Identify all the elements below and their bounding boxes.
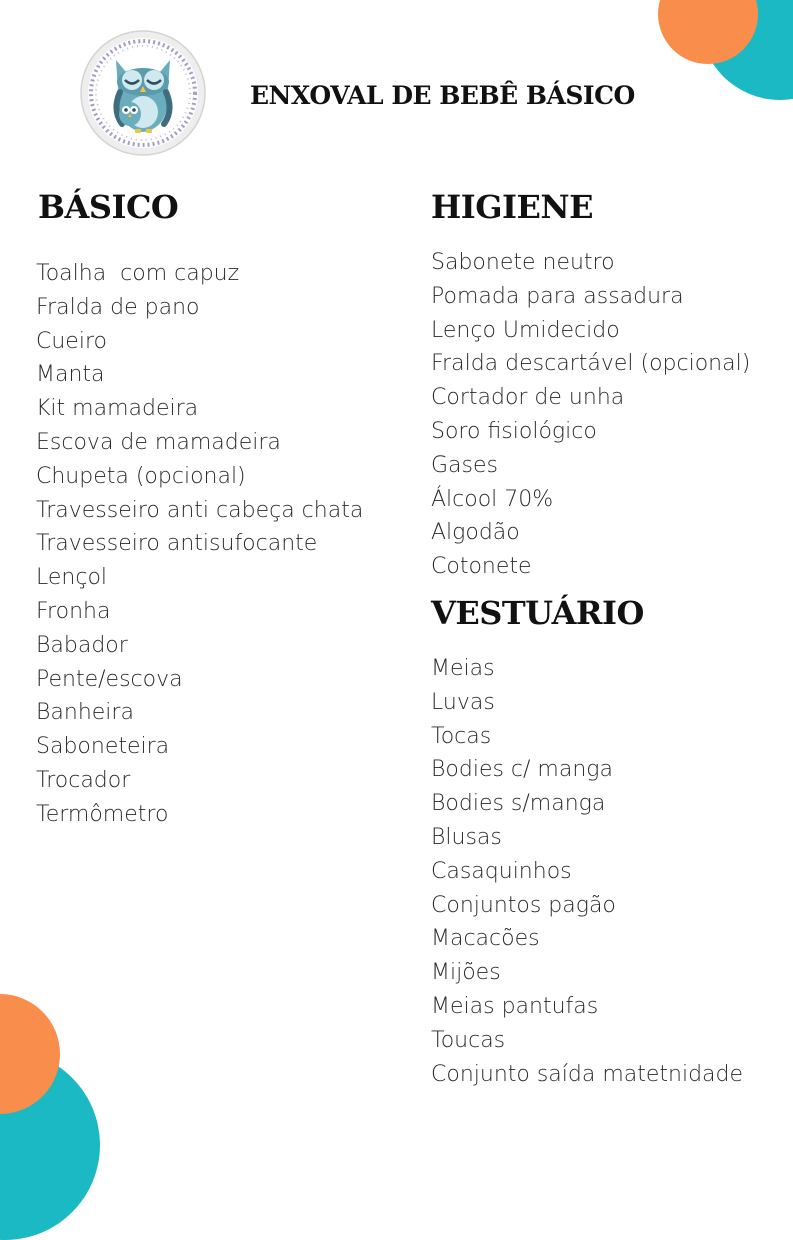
list-item: Travesseiro antisufocante (36, 531, 318, 557)
list-item: Luvas (431, 689, 495, 715)
list-item: Macacões (431, 926, 540, 952)
list-item: Algodão (431, 520, 520, 546)
section-heading-higiene: HIGIENE (431, 188, 594, 226)
list-item: Kit mamadeira (36, 396, 199, 422)
list-item: Toalha com capuz (36, 261, 240, 286)
list-item: Lenço Umidecido (431, 317, 620, 343)
list-item: Bodies c/ manga (431, 757, 613, 783)
section-heading-basico: BÁSICO (38, 188, 179, 226)
list-vestuario (431, 652, 743, 1091)
list-item: Chupeta (opcional) (36, 463, 246, 489)
list-item: Termômetro (36, 801, 169, 827)
list-item: Manta (36, 362, 105, 388)
owl-mother-and-baby-icon (80, 30, 206, 156)
list-item: Meias pantufas (431, 993, 599, 1019)
page-title: ENXOVAL DE BEBÊ BÁSICO (250, 81, 635, 110)
list-item: Bodies s/manga (431, 791, 606, 817)
list-item: Escova de mamadeira (36, 429, 281, 455)
list-item: Toucas (431, 1027, 506, 1053)
list-item: Meias (431, 656, 495, 681)
owl-logo (80, 30, 206, 156)
list-item: Cueiro (36, 328, 107, 354)
list-item: Conjunto saída matetnidade (431, 1061, 744, 1087)
list-item: Sabonete neutro (431, 250, 615, 275)
list-item: Saboneteira (36, 734, 170, 760)
list-basico (36, 257, 363, 832)
list-item: Tocas (431, 723, 492, 749)
list-item: Babador (36, 632, 128, 658)
list-item: Pente/escova (36, 666, 183, 692)
list-item: Fronha (36, 598, 111, 624)
list-higiene (431, 246, 750, 584)
list-item: Fralda descartável (opcional) (431, 351, 751, 377)
list-item: Gases (431, 452, 498, 478)
list-item: Álcool 70% (431, 486, 554, 512)
list-item: Soro fisiológico (431, 418, 597, 444)
list-item: Blusas (431, 824, 502, 850)
list-item: Conjuntos pagão (431, 892, 616, 918)
list-item: Banheira (36, 700, 134, 726)
list-item: Fralda de pano (36, 294, 200, 320)
list-item: Travesseiro anti cabeça chata (36, 497, 364, 523)
list-item: Trocador (36, 767, 131, 793)
section-heading-vestuario: VESTUÁRIO (431, 594, 644, 632)
list-item: Mijões (431, 960, 501, 986)
list-item: Casaquinhos (431, 858, 572, 884)
list-item: Lençol (36, 565, 108, 591)
list-item: Cotonete (431, 554, 532, 580)
list-item: Cortador de unha (431, 385, 625, 411)
list-item: Pomada para assadura (431, 283, 684, 309)
